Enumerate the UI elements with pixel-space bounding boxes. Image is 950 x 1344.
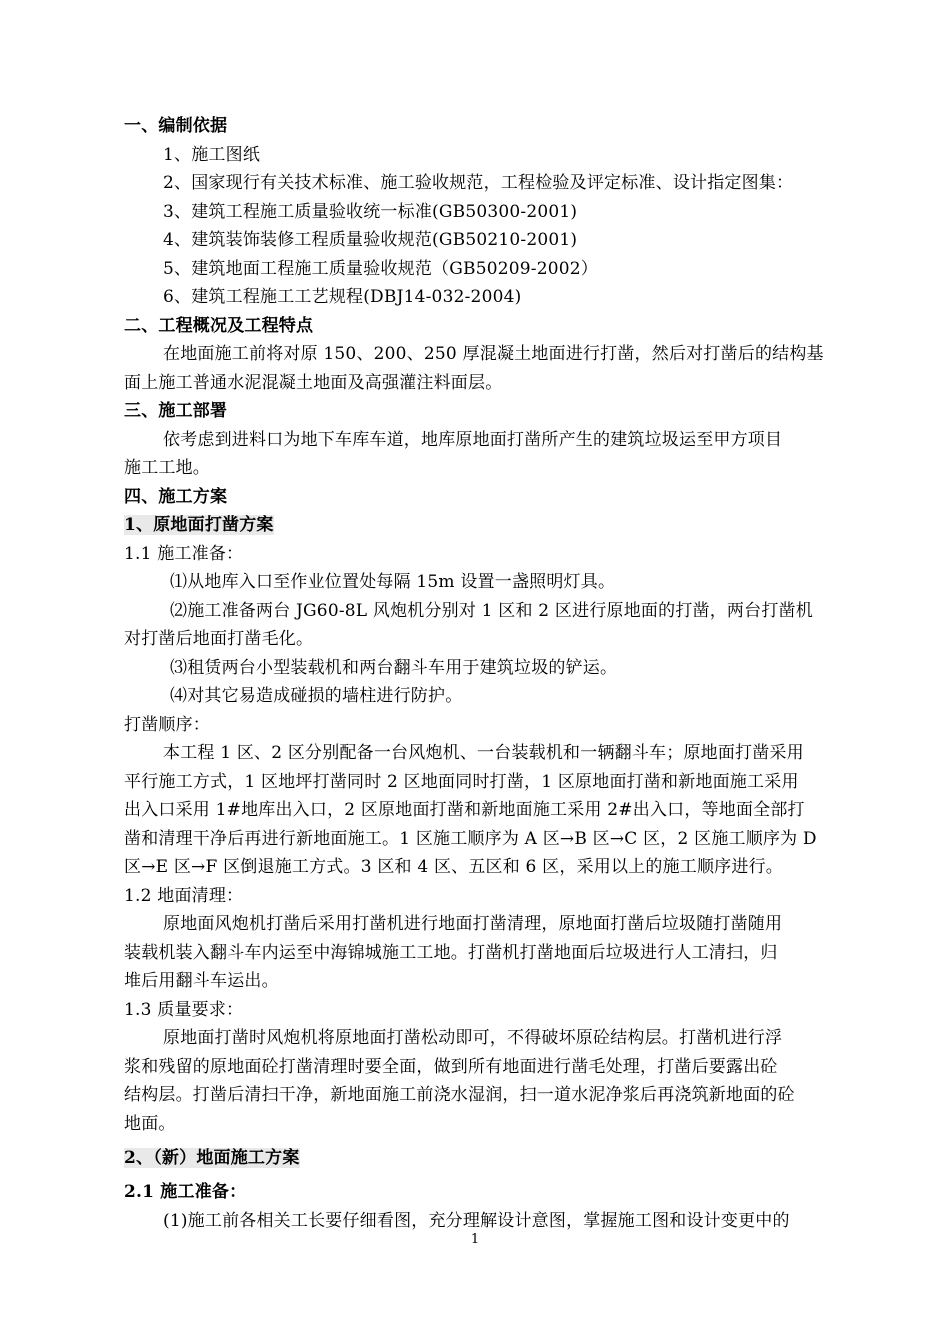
section-label: 打凿顺序： xyxy=(124,715,210,735)
list-item: 1、施工图纸 xyxy=(163,145,261,165)
paragraph-line: 依考虑到进料口为地下车库车道，地库原地面打凿所产生的建筑垃圾运至甲方项目 xyxy=(163,430,783,450)
paragraph-line: 平行施工方式，1 区地坪打凿同时 2 区地面同时打凿，1 区原地面打凿和新地面施工采用 xyxy=(124,772,799,792)
section-label: 1.2 地面清理： xyxy=(124,886,244,906)
list-item: ⑶租赁两台小型装载机和两台翻斗车用于建筑垃圾的铲运。 xyxy=(170,658,618,678)
paragraph-line: 施工工地。 xyxy=(124,458,210,478)
paragraph-line: 原地面打凿时风炮机将原地面打凿松动即可，不得破坏原砼结构层。打凿机进行浮 xyxy=(163,1028,783,1048)
paragraph-line: 面上施工普通水泥混凝土地面及高强灌注料面层。 xyxy=(124,373,503,393)
list-item: 6、建筑工程施工工艺规程(DBJ14-032-2004) xyxy=(163,287,522,307)
paragraph-line: 本工程 1 区、2 区分别配备一台风炮机、一台装载机和一辆翻斗车；原地面打凿采用 xyxy=(163,743,804,763)
paragraph-line: 装载机装入翻斗车内运至中海锦城施工工地。打凿机打凿地面后垃圾进行人工清扫，归 xyxy=(124,943,778,963)
paragraph-line: 浆和残留的原地面砼打凿清理时要全面，做到所有地面进行凿毛处理，打凿后要露出砼 xyxy=(124,1057,778,1077)
section-label: 1.1 施工准备： xyxy=(124,544,244,564)
section-label: 1.3 质量要求： xyxy=(124,1000,244,1020)
list-item: 3、建筑工程施工质量验收统一标准(GB50300-2001) xyxy=(163,202,578,222)
list-item: ⑴从地库入口至作业位置处每隔 15m 设置一盏照明灯具。 xyxy=(170,572,616,592)
list-item: ⑵施工准备两台 JG60-8L 风炮机分别对 1 区和 2 区进行原地面的打凿，两台打凿机 xyxy=(170,601,813,621)
paragraph-line: 堆后用翻斗车运出。 xyxy=(124,971,279,991)
list-item: 4、建筑装饰装修工程质量验收规范(GB50210-2001) xyxy=(163,230,578,250)
heading-2: 二、工程概况及工程特点 xyxy=(124,316,314,336)
heading-4: 四、施工方案 xyxy=(124,487,228,507)
list-item: 2、国家现行有关技术标准、施工验收规范，工程检验及评定标准、设计指定图集： xyxy=(163,173,794,193)
paragraph-line: 原地面风炮机打凿后采用打凿机进行地面打凿清理，原地面打凿后垃圾随打凿随用 xyxy=(163,914,783,934)
paragraph-line: 结构层。打凿后清扫干净，新地面施工前浇水湿润，扫一道水泥净浆后再浇筑新地面的砼 xyxy=(124,1085,795,1105)
section-label: 2.1 施工准备： xyxy=(124,1182,247,1202)
page-number: 1 xyxy=(470,1232,480,1247)
paragraph-line: 区→E 区→F 区倒退施工方式。3 区和 4 区、五区和 6 区，采用以上的施工顺序进行。 xyxy=(124,857,783,877)
paragraph-line: 凿和清理干净后再进行新地面施工。1 区施工顺序为 A 区→B 区→C 区，2 区施工顺序为 D xyxy=(124,829,817,849)
subheading-2 xyxy=(0,1146,300,1170)
paragraph-line: 地面。 xyxy=(124,1114,176,1134)
paragraph-line: 在地面施工前将对原 150、200、250 厚混凝土地面进行打凿，然后对打凿后的结构基 xyxy=(163,344,824,364)
highlighted-heading: 2、（新）地面施工方案 xyxy=(124,1148,300,1168)
heading-3: 三、施工部署 xyxy=(124,401,228,421)
highlighted-heading: 1、原地面打凿方案 xyxy=(124,515,274,535)
subheading-1 xyxy=(0,513,274,537)
list-item: 5、建筑地面工程施工质量验收规范（GB50209-2002） xyxy=(163,259,598,279)
heading-1: 一、编制依据 xyxy=(124,116,228,136)
paragraph-line: 出入口采用 1#地库出入口，2 区原地面打凿和新地面施工采用 2#出入口，等地面全部打 xyxy=(124,800,805,820)
paragraph-line: 对打凿后地面打凿毛化。 xyxy=(124,629,314,649)
list-item: ⑷对其它易造成碰损的墙柱进行防护。 xyxy=(170,686,463,706)
paragraph-line: (1)施工前各相关工长要仔细看图，充分理解设计意图，掌握施工图和设计变更中的 xyxy=(163,1211,790,1231)
